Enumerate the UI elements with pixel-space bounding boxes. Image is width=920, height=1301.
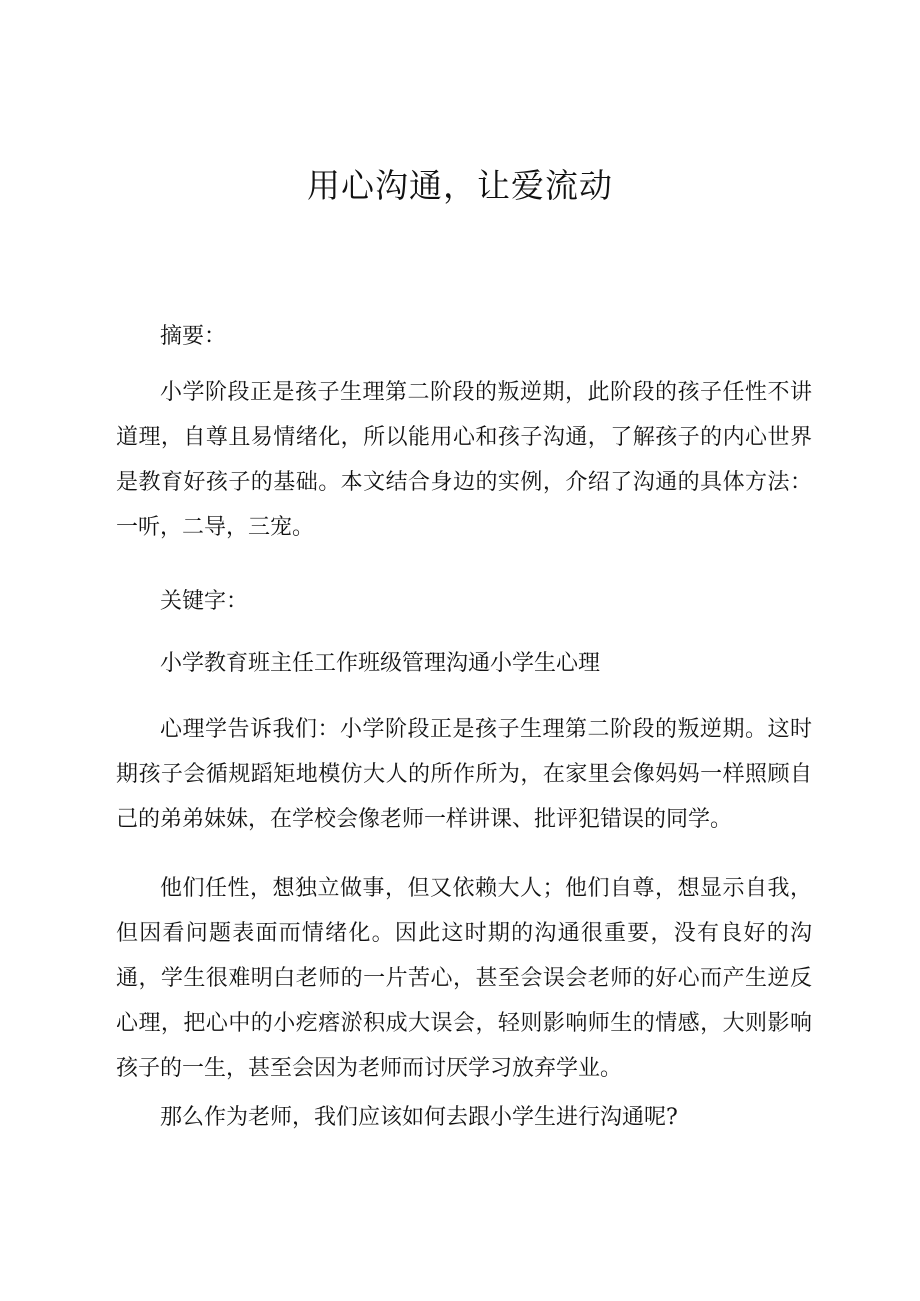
body-paragraph-3: 那么作为老师，我们应该如何去跟小学生进行沟通呢? (160, 1105, 678, 1130)
body-paragraph-1: 心理学告诉我们：小学阶段正是孩子生理第二阶段的叛逆期。这时期孩子会循规蹈矩地模仿大人的所作所为，在家里会像妈妈一样照顾自己的弟弟妹妹，在学校会像老师一样讲课、批评犯错误的同学。 (116, 717, 812, 832)
document-title: 用心沟通，让爱流动 (307, 166, 613, 205)
abstract-label: 摘要： (160, 324, 227, 349)
body-paragraph-2: 他们任性，想独立做事，但又依赖大人；他们自尊，想显示自我，但因看问题表面而情绪化。因此这时期的沟通很重要，没有良好的沟通，学生很难明白老师的一片苦心，甚至会误会老师的好心而产生逆反心理，把心中的小疙瘩淤积成大误会，轻则影响师生的情感，大则影响孩子的一生，甚至会因为老师而讨厌学习放弃学业。 (116, 876, 812, 1081)
keywords-label: 关键字： (160, 589, 249, 614)
abstract-paragraph: 小学阶段正是孩子生理第二阶段的叛逆期，此阶段的孩子任性不讲道理，自尊且易情绪化，所以能用心和孩子沟通，了解孩子的内心世界是教育好孩子的基础。本文结合身边的实例，介绍了沟通的具体方法：一听，二导，三宠。 (116, 380, 812, 540)
keywords-text: 小学教育班主任工作班级管理沟通小学生心理 (160, 651, 601, 676)
